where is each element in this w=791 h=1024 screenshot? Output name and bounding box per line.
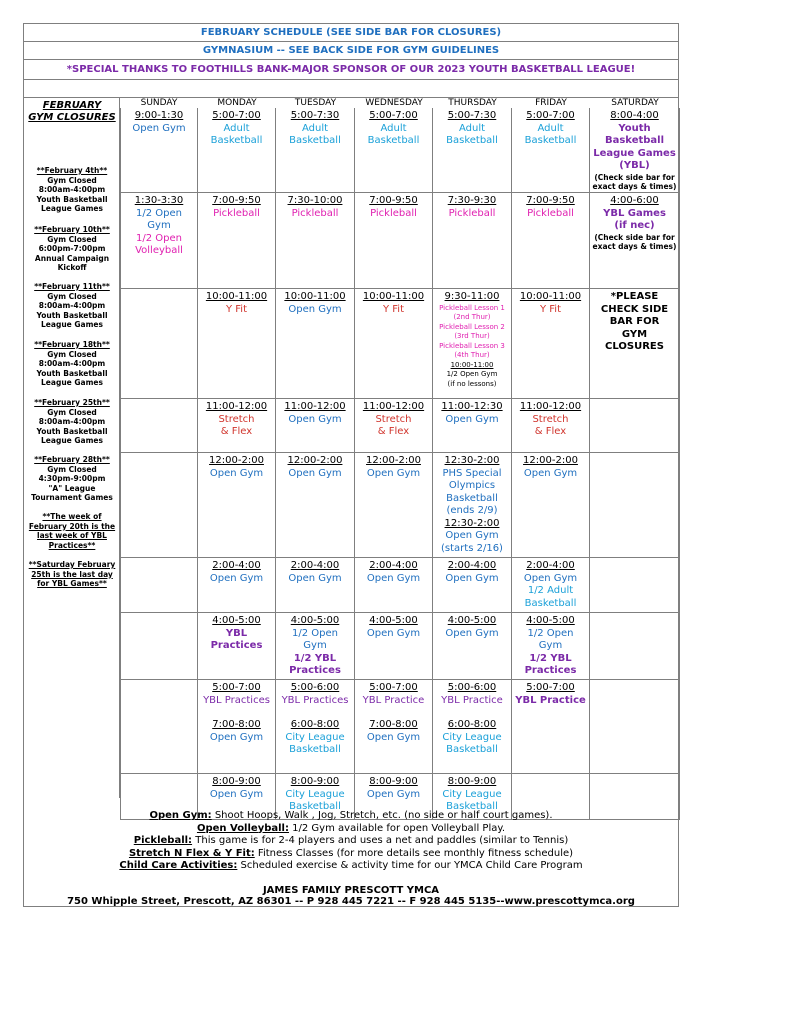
time-slot: 8:00-4:00 bbox=[610, 110, 659, 121]
closure-note-line: Youth Basketball bbox=[36, 426, 108, 436]
closure-note-date: **February 25th** bbox=[34, 398, 110, 407]
schedule-cell-sunday bbox=[120, 289, 198, 399]
closure-note bbox=[24, 512, 120, 550]
schedule-cell-sunday bbox=[120, 453, 198, 558]
closure-note-line: **Saturday February bbox=[28, 560, 116, 569]
time-slot: 10:00-11:00 bbox=[450, 360, 494, 369]
activity-label: Y Fit bbox=[225, 303, 247, 315]
time-slot: 12:00-2:00 bbox=[287, 455, 343, 466]
activity-label: (starts 2/16) bbox=[441, 542, 503, 554]
closure-note-line: "A" League bbox=[48, 483, 96, 493]
activity-label: Youth bbox=[618, 122, 651, 134]
time-slot: 10:00-11:00 bbox=[284, 291, 346, 302]
schedule-cell-tuesday bbox=[276, 289, 355, 399]
schedule-cell-saturday bbox=[590, 289, 680, 399]
closure-note-line: League Games bbox=[41, 320, 103, 329]
time-slot: 9:30-11:00 bbox=[444, 291, 500, 302]
time-slot: 8:00-9:00 bbox=[447, 776, 497, 787]
time-slot: 11:00-12:00 bbox=[284, 401, 346, 412]
schedule-cell-tuesday bbox=[276, 453, 355, 558]
time-slot: 9:00-1:30 bbox=[134, 110, 184, 121]
activity-label: 1/2 YBL bbox=[293, 652, 337, 664]
schedule-cell-thursday bbox=[433, 680, 512, 774]
activity-label: Basketball bbox=[289, 135, 341, 146]
time-slot: 8:00-9:00 bbox=[212, 776, 261, 787]
activity-label: & Flex bbox=[534, 426, 567, 437]
activity-label bbox=[433, 707, 511, 719]
activity-label: Open Gym bbox=[209, 572, 264, 584]
schedule-cell-thursday bbox=[433, 289, 512, 399]
time-slot: 10:00-11:00 bbox=[205, 291, 268, 302]
time-slot: 12:00-2:00 bbox=[366, 455, 421, 466]
legend-item bbox=[24, 848, 678, 861]
org-address: 750 Whipple Street, Prescott, AZ 86301 -- P 928 445 7221 -- F 928 445 5135--www.prescottymca.org bbox=[67, 896, 635, 907]
schedule-cell-monday bbox=[198, 558, 276, 613]
schedule-cell-sunday bbox=[120, 399, 198, 453]
time-slot: 7:00-8:00 bbox=[212, 719, 261, 730]
time-slot: 5:00-7:30 bbox=[447, 110, 497, 121]
closure-note-line: February 20th is the bbox=[28, 521, 116, 531]
schedule-cell-tuesday bbox=[276, 108, 355, 193]
time-slot: 11:00-12:00 bbox=[362, 401, 425, 412]
schedule-cell-sunday bbox=[120, 558, 198, 613]
schedule-cell-monday bbox=[198, 613, 276, 680]
closure-note-line: **The week of bbox=[42, 512, 102, 521]
activity-label: & Flex bbox=[377, 426, 410, 437]
day-header-thursday: THURSDAY bbox=[448, 98, 497, 108]
time-slot: 12:30-2:00 bbox=[444, 517, 500, 529]
activity-label: Stretch bbox=[218, 413, 255, 425]
legend-key: Child Care Activities: bbox=[119, 860, 238, 871]
time-slot: 5:00-7:00 bbox=[526, 110, 575, 121]
activity-label: Y Fit bbox=[382, 303, 404, 315]
time-slot: 6:00-8:00 bbox=[447, 719, 497, 730]
time-slot: 4:00-5:00 bbox=[369, 615, 418, 626]
activity-label: Open Gym bbox=[209, 467, 264, 479]
closure-note-line: League Games bbox=[41, 204, 103, 213]
schedule-cell-friday bbox=[512, 680, 590, 774]
activity-label: Basketball bbox=[524, 135, 577, 146]
activity-label: Stretch bbox=[375, 413, 412, 425]
closure-note bbox=[24, 225, 120, 273]
closure-note-line: Youth Basketball bbox=[36, 368, 108, 378]
legend-text: 1/2 Gym available for open Volleyball Play. bbox=[288, 822, 506, 834]
closure-note bbox=[24, 340, 120, 388]
closure-note-line: 4:30pm-9:00pm bbox=[38, 474, 106, 483]
day-header-tuesday: TUESDAY bbox=[294, 98, 337, 108]
activity-label: Gym bbox=[538, 640, 563, 651]
schedule-cell-saturday bbox=[590, 108, 680, 193]
schedule-cell-wednesday bbox=[355, 453, 433, 558]
activity-label: Basketball bbox=[446, 492, 498, 504]
closure-note-date: **February 28th** bbox=[34, 455, 110, 464]
activity-label: Practices bbox=[524, 665, 577, 676]
time-slot: 4:00-6:00 bbox=[610, 195, 659, 206]
activity-label: Basketball bbox=[446, 801, 498, 812]
activity-label: Open Gym bbox=[209, 788, 264, 800]
schedule-cell-wednesday bbox=[355, 108, 433, 193]
legend-item bbox=[24, 835, 678, 848]
schedule-cell-tuesday bbox=[276, 193, 355, 289]
activity-label: Open Gym bbox=[445, 572, 499, 584]
time-slot: 7:30-9:30 bbox=[447, 195, 497, 206]
time-slot: 7:30-10:00 bbox=[287, 195, 343, 206]
activity-label: 1/2 Adult bbox=[527, 585, 574, 596]
schedule-cell-monday bbox=[198, 108, 276, 193]
schedule-cell-wednesday bbox=[355, 613, 433, 680]
activity-label: Pickleball Lesson 1 bbox=[439, 303, 505, 312]
activity-label: Open Gym bbox=[288, 467, 342, 479]
org-name: JAMES FAMILY PRESCOTT YMCA bbox=[262, 884, 440, 896]
activity-label: Adult bbox=[380, 122, 407, 134]
day-header-monday: MONDAY bbox=[217, 98, 257, 108]
time-slot: 7:00-8:00 bbox=[369, 719, 418, 730]
schedule-cell-friday bbox=[512, 558, 590, 613]
header-spacer-row bbox=[24, 80, 678, 98]
time-slot: 5:00-7:00 bbox=[526, 682, 575, 693]
schedule-cell-monday bbox=[198, 289, 276, 399]
closure-note bbox=[24, 455, 120, 503]
time-slot: 4:00-5:00 bbox=[447, 615, 497, 626]
closure-note-line: Youth Basketball bbox=[36, 194, 108, 204]
schedule-cell-friday bbox=[512, 613, 590, 680]
activity-label: Open Gym bbox=[445, 627, 499, 639]
schedule-cell-saturday bbox=[590, 453, 680, 558]
activity-label: Gym bbox=[303, 640, 327, 651]
activity-label: Pickleball Lesson 2 bbox=[439, 322, 505, 331]
activity-label: Adult bbox=[223, 122, 250, 134]
legend-item bbox=[24, 810, 678, 823]
legend-key: Open Gym: bbox=[149, 810, 212, 821]
time-slot: 5:00-7:30 bbox=[290, 110, 340, 121]
activity-label: 1/2 Open Gym bbox=[446, 370, 498, 378]
activity-label: *PLEASE bbox=[610, 291, 659, 302]
schedule-cell-thursday bbox=[433, 108, 512, 193]
legend-items bbox=[24, 798, 678, 873]
schedule-cell-wednesday bbox=[355, 193, 433, 289]
activity-label: Basketball bbox=[446, 744, 498, 755]
schedule-cell-thursday bbox=[433, 399, 512, 453]
closure-note-line: 8:00am-4:00pm bbox=[38, 417, 106, 426]
activity-label: Pickleball bbox=[448, 207, 496, 219]
activity-label: (Check side bar for bbox=[594, 172, 675, 182]
time-slot: 2:00-4:00 bbox=[290, 560, 340, 571]
activity-label: YBL Practices bbox=[203, 694, 270, 706]
legend-key: Open Volleyball: bbox=[196, 822, 289, 834]
time-slot: 4:00-5:00 bbox=[212, 615, 261, 626]
activity-label: Open Gym bbox=[132, 122, 186, 134]
closure-note-line: Gym Closed bbox=[47, 407, 97, 417]
activity-label: YBL Practice bbox=[362, 694, 425, 706]
activity-label: 1/2 Open bbox=[136, 207, 182, 219]
activity-label: Open Gym bbox=[209, 731, 264, 743]
activity-label: Pickleball bbox=[370, 207, 417, 219]
closure-note-date: **February 10th** bbox=[34, 225, 110, 234]
day-header-friday: FRIDAY bbox=[535, 98, 567, 108]
activity-label: Open Gym bbox=[366, 731, 421, 743]
closure-note-line: Tournament Games bbox=[31, 493, 113, 502]
time-slot: 5:00-6:00 bbox=[290, 682, 340, 693]
activity-label bbox=[276, 707, 354, 719]
legend bbox=[24, 798, 678, 897]
activity-label: (Check side bar for bbox=[594, 232, 675, 242]
time-slot: 2:00-4:00 bbox=[369, 560, 418, 571]
schedule-cell-monday bbox=[198, 193, 276, 289]
closure-note bbox=[24, 166, 120, 214]
activity-label: YBL Practice bbox=[441, 694, 503, 706]
time-slot: 8:00-9:00 bbox=[290, 776, 340, 787]
closure-note-date: **February 11th** bbox=[34, 282, 110, 291]
schedule-cell-saturday bbox=[590, 680, 680, 774]
activity-label: 1/2 Open bbox=[527, 627, 574, 639]
activity-label: YBL Games bbox=[603, 207, 666, 219]
activity-label: Basketball bbox=[367, 135, 420, 146]
activity-label: Open Gym bbox=[366, 572, 421, 584]
activity-label: Olympics bbox=[448, 480, 496, 491]
activity-label: Basketball bbox=[210, 135, 263, 146]
time-slot: 12:00-2:00 bbox=[523, 455, 578, 466]
closure-note-line: Annual Campaign bbox=[34, 253, 110, 263]
schedule-cell-thursday bbox=[433, 558, 512, 613]
activity-label: Stretch bbox=[532, 413, 569, 425]
legend-text: Scheduled exercise & activity time for our YMCA Child Care Program bbox=[237, 860, 583, 871]
schedule-cell-sunday bbox=[120, 108, 198, 193]
closure-note bbox=[24, 282, 120, 330]
time-slot: 5:00-7:00 bbox=[212, 682, 261, 693]
activity-label bbox=[355, 707, 432, 719]
time-slot: 7:00-9:50 bbox=[212, 195, 261, 206]
activity-label: (if nec) bbox=[614, 220, 655, 231]
schedule-cell-friday bbox=[512, 399, 590, 453]
closure-note-line: League Games bbox=[41, 436, 103, 445]
schedule-cell-sunday bbox=[120, 613, 198, 680]
closure-note-line: 8:00am-4:00pm bbox=[38, 185, 106, 194]
activity-label: City League bbox=[285, 788, 345, 800]
time-slot: 10:00-11:00 bbox=[362, 291, 425, 302]
time-slot: 12:00-2:00 bbox=[209, 455, 264, 466]
activity-label: YBL bbox=[225, 627, 248, 639]
activity-label: City League bbox=[442, 788, 502, 800]
activity-label: Open Gym bbox=[523, 572, 578, 584]
closure-note-line: 25th is the last day bbox=[31, 569, 113, 579]
legend-text: Fitness Classes (for more details see monthly fitness schedule) bbox=[254, 847, 574, 859]
activity-label: Basketball bbox=[446, 135, 498, 146]
sidebar-title-line1: FEBRUARY bbox=[42, 100, 102, 111]
activity-label: YBL Practice bbox=[515, 694, 586, 706]
activity-label: Basketball bbox=[289, 744, 341, 755]
time-slot: 7:00-9:50 bbox=[526, 195, 575, 206]
legend-text: This game is for 2-4 players and uses a net and paddles (similar to Tennis) bbox=[192, 835, 569, 846]
schedule-cell-monday bbox=[198, 453, 276, 558]
schedule-cell-tuesday bbox=[276, 613, 355, 680]
schedule-cell-tuesday bbox=[276, 558, 355, 613]
closure-note-line: Gym Closed bbox=[47, 349, 97, 359]
activity-label: League Games bbox=[593, 147, 676, 159]
schedule-cell-wednesday bbox=[355, 680, 433, 774]
header-title: FEBRUARY SCHEDULE (SEE SIDE BAR FOR CLOSURES) bbox=[24, 24, 678, 42]
activity-label: Pickleball bbox=[291, 207, 339, 219]
activity-label: 1/2 Open bbox=[136, 232, 182, 244]
closure-note-line: League Games bbox=[41, 378, 103, 387]
schedule-cell-saturday bbox=[590, 399, 680, 453]
schedule-cell-wednesday bbox=[355, 558, 433, 613]
activity-label: Pickleball Lesson 3 bbox=[439, 341, 505, 350]
schedule-cell-monday bbox=[198, 399, 276, 453]
closure-note-line: 8:00am-4:00pm bbox=[38, 301, 106, 310]
closure-note-line: 8:00am-4:00pm bbox=[38, 359, 106, 368]
legend-item bbox=[24, 823, 678, 836]
day-header-saturday: SATURDAY bbox=[611, 98, 659, 108]
activity-label: Adult bbox=[458, 122, 486, 134]
activity-label: CLOSURES bbox=[605, 341, 664, 352]
activity-label: Volleyball bbox=[135, 245, 183, 256]
schedule-cell-wednesday bbox=[355, 399, 433, 453]
activity-label: Open Gym bbox=[445, 530, 499, 541]
activity-label: City League bbox=[285, 731, 345, 743]
schedule-cell-thursday bbox=[433, 613, 512, 680]
legend-key: Stretch N Flex & Y Fit: bbox=[128, 847, 255, 859]
activity-label: & Flex bbox=[220, 426, 253, 437]
activity-label: Practices bbox=[210, 640, 263, 651]
schedule-cell-thursday bbox=[433, 193, 512, 289]
activity-label: Basketball bbox=[524, 597, 577, 609]
closure-note-line: Youth Basketball bbox=[36, 310, 108, 320]
activity-label: 1/2 Open bbox=[292, 627, 338, 639]
closure-note-line: Gym Closed bbox=[47, 291, 97, 301]
schedule-cell-friday bbox=[512, 108, 590, 193]
activity-label: (4th Thur) bbox=[454, 351, 490, 359]
time-slot: 5:00-7:00 bbox=[369, 110, 418, 121]
closure-note-line: Gym Closed bbox=[47, 234, 97, 244]
closure-note-line: Gym Closed bbox=[47, 464, 97, 474]
activity-label: Gym bbox=[147, 220, 171, 231]
activity-label: Adult bbox=[537, 122, 564, 134]
closure-note-date: **February 18th** bbox=[34, 340, 110, 349]
activity-label bbox=[198, 707, 275, 719]
activity-label: YBL Practices bbox=[281, 694, 349, 706]
sidebar-title bbox=[24, 100, 120, 124]
schedule-cell-saturday bbox=[590, 613, 680, 680]
closure-note-line: last week of YBL bbox=[37, 531, 107, 540]
schedule-frame bbox=[23, 23, 679, 907]
legend-text: Shoot Hoops, Walk , Jog, Stretch, etc. (no side or half court games). bbox=[211, 810, 553, 821]
activity-label: PHS Special bbox=[442, 467, 502, 479]
time-slot: 6:00-8:00 bbox=[290, 719, 340, 730]
activity-label: Open Gym bbox=[288, 413, 342, 425]
activity-label: Open Gym bbox=[366, 467, 421, 479]
closure-note bbox=[24, 398, 120, 446]
time-slot: 2:00-4:00 bbox=[526, 560, 575, 571]
activity-label: (ends 2/9) bbox=[446, 505, 498, 516]
activity-label: Y Fit bbox=[539, 303, 561, 315]
closure-note bbox=[24, 560, 120, 589]
schedule-cell-monday bbox=[198, 680, 276, 774]
closure-note-line: for YBL Games** bbox=[37, 579, 107, 588]
closure-note-date: **February 4th** bbox=[36, 166, 108, 175]
closure-note-line: Practices** bbox=[48, 540, 96, 550]
activity-label: (2nd Thur) bbox=[453, 313, 491, 321]
schedule-cell-sunday bbox=[120, 193, 198, 289]
time-slot: 11:00-12:30 bbox=[441, 401, 503, 412]
time-slot: 11:00-12:00 bbox=[205, 401, 268, 412]
activity-label: 1/2 YBL bbox=[529, 652, 572, 664]
time-slot: 8:00-9:00 bbox=[369, 776, 418, 787]
schedule-cell-wednesday bbox=[355, 289, 433, 399]
activity-label: Practices bbox=[289, 665, 341, 676]
sidebar-title-line2: GYM CLOSURES bbox=[28, 112, 116, 123]
legend-key: Pickleball: bbox=[133, 835, 193, 846]
activity-label: Open Gym bbox=[288, 572, 342, 584]
time-slot: 4:00-5:00 bbox=[526, 615, 575, 626]
activity-label: exact days & times) bbox=[592, 181, 677, 191]
closure-note-line: Kickoff bbox=[57, 263, 87, 272]
legend-item bbox=[24, 860, 678, 873]
activity-label: exact days & times) bbox=[592, 241, 677, 251]
time-slot: 2:00-4:00 bbox=[447, 560, 497, 571]
activity-label: (3rd Thur) bbox=[454, 332, 490, 340]
day-header-wednesday: WEDNESDAY bbox=[365, 98, 423, 108]
activity-label: BAR FOR bbox=[609, 316, 660, 327]
closure-note-line: 6:00pm-7:00pm bbox=[38, 244, 106, 253]
closures-sidebar bbox=[24, 98, 120, 798]
header-subtitle: GYMNASIUM -- SEE BACK SIDE FOR GYM GUIDELINES bbox=[24, 42, 678, 60]
time-slot: 5:00-7:00 bbox=[212, 110, 261, 121]
schedule-cell-friday bbox=[512, 289, 590, 399]
schedule-cell-friday bbox=[512, 453, 590, 558]
activity-label: Basketball bbox=[604, 135, 665, 146]
activity-label: GYM bbox=[621, 328, 648, 340]
time-slot: 2:00-4:00 bbox=[212, 560, 261, 571]
schedule-cell-sunday bbox=[120, 680, 198, 774]
time-slot: 12:30-2:00 bbox=[444, 455, 500, 466]
activity-label: Pickleball bbox=[213, 207, 260, 219]
schedule-cell-tuesday bbox=[276, 399, 355, 453]
day-header-sunday: SUNDAY bbox=[140, 98, 178, 108]
activity-label: Adult bbox=[301, 122, 329, 134]
activity-label: Pickleball bbox=[527, 207, 574, 219]
schedule-cell-tuesday bbox=[276, 680, 355, 774]
activity-label: Open Gym bbox=[366, 788, 421, 800]
sponsor-banner: *SPECIAL THANKS TO FOOTHILLS BANK-MAJOR SPONSOR OF OUR 2023 YOUTH BASKETBALL LEAGUE! bbox=[24, 60, 678, 80]
time-slot: 5:00-7:00 bbox=[369, 682, 418, 693]
activity-label: CHECK SIDE bbox=[600, 303, 669, 315]
activity-label: (if no lessons) bbox=[447, 379, 497, 388]
schedule-cell-thursday bbox=[433, 453, 512, 558]
time-slot: 11:00-12:00 bbox=[519, 401, 582, 412]
activity-label: Open Gym bbox=[523, 467, 578, 479]
time-slot: 7:00-9:50 bbox=[369, 195, 418, 206]
activity-label: Open Gym bbox=[288, 303, 342, 315]
activity-label: Basketball bbox=[289, 801, 341, 812]
time-slot: 5:00-6:00 bbox=[447, 682, 497, 693]
activity-label: Open Gym bbox=[366, 627, 421, 639]
activity-label: (YBL) bbox=[619, 160, 650, 171]
schedule-cell-saturday bbox=[590, 193, 680, 289]
closure-note-line: Gym Closed bbox=[47, 175, 97, 185]
time-slot: 4:00-5:00 bbox=[290, 615, 340, 626]
activity-label: City League bbox=[442, 731, 502, 743]
time-slot: 10:00-11:00 bbox=[519, 291, 582, 302]
time-slot: 1:30-3:30 bbox=[134, 195, 184, 206]
schedule-cell-friday bbox=[512, 193, 590, 289]
schedule-cell-saturday bbox=[590, 558, 680, 613]
activity-label: Open Gym bbox=[445, 413, 499, 425]
